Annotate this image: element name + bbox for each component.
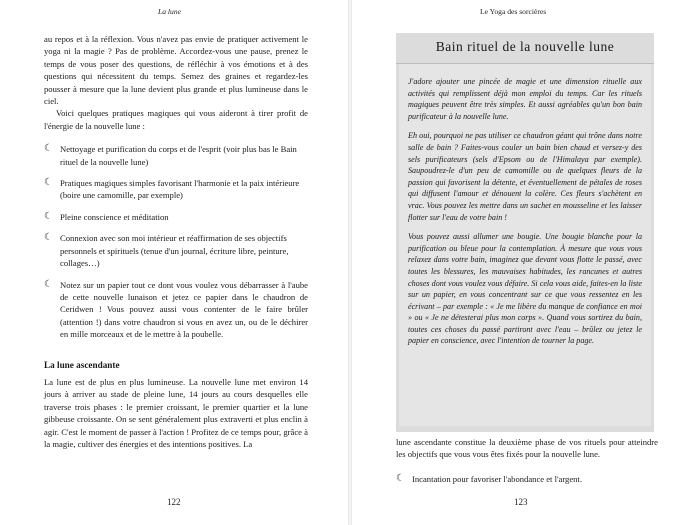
list-item: ☾ Notez sur un papier tout ce dont vous voulez vous débarrasser à l'aube de cette nouvelle lunaison et jetez ce papier dans le chaudron de Ceridwen ! Vous pouvez aussi vous contenter de le faire brûler (attention !) dans votre chaudron si vous en avez un, ou de le déchirer en mille morceaux et de le mettre à la poubelle. bbox=[44, 278, 308, 340]
list-item: ☾ Nettoyage et purification du corps et de l'esprit (voir plus bas le Bain rituel de la nouvelle lune) bbox=[44, 143, 297, 167]
left-paragraph-2: Voici quelques pratiques magiques qui vous aideront à tirer profit de l'énergie de la nouvelle lune : bbox=[44, 108, 308, 131]
left-page bbox=[0, 0, 348, 525]
running-head-right: Le Yoga des sorcières bbox=[480, 7, 547, 16]
crescent-moon-icon: ☾ bbox=[44, 232, 53, 244]
box-content bbox=[399, 64, 651, 426]
left-paragraph-3: La lune est de plus en plus lumineuse. La nouvelle lune met environ 14 jours à arriver au stade de pleine lune, 14 jours au cours desquelles elle traverse trois phases : le premier croissant, le premier quartier et la lune gibbeuse croissante. On se sent généralement plus extraverti et plus enclin à agir. C'est le moment de passer à l'action ! Profitez de ce temps pour, grâce à la magie, cultiver des énergies et des intentions positives. La bbox=[44, 376, 308, 449]
right-body bbox=[396, 436, 658, 485]
practice-list bbox=[44, 143, 308, 340]
crescent-moon-icon: ☾ bbox=[396, 472, 405, 484]
ritual-sidebar-box bbox=[396, 33, 654, 432]
page-number-right: 123 bbox=[514, 497, 528, 507]
list-item: ☾ Pleine conscience et méditation bbox=[44, 210, 169, 222]
right-page bbox=[352, 0, 700, 525]
list-item: ☾ Pratiques magiques simples favorisant l'harmonie et la paix intérieure (boire une camomille, par exemple) bbox=[44, 177, 300, 201]
incantation-list bbox=[396, 473, 658, 485]
crescent-moon-icon: ☾ bbox=[44, 177, 53, 189]
box-paragraph: J'adore ajouter une pincée de magie et une dimension rituelle aux activités qui remplissent déjà mon emploi du temps. Car les rituels magiques peuvent être très simples. Et aussi agréables qu'un bon bain purificateur à la nouvelle lune. bbox=[408, 77, 642, 121]
section-heading: La lune ascendante bbox=[44, 359, 120, 370]
crescent-moon-icon: ☾ bbox=[44, 143, 53, 155]
list-item: ☾ Incantation pour favoriser l'abondance et l'argent. bbox=[396, 472, 582, 484]
left-paragraph-1: au repos et à la réflexion. Vous n'avez pas envie de pratiquer activement le yoga ni la magie ? Pas de problème. Accordez-vous une pause, prenez le temps de vous poser des questions, de réfléchir à vos émotions et à des questions qui nécessitent du temps. Semez des graines et regardez-les pousser à mesure que la lune devient plus grande et plus lumineuse dans le ciel. bbox=[44, 34, 308, 107]
crescent-moon-icon: ☾ bbox=[44, 210, 53, 222]
running-head-left: La lune bbox=[158, 7, 181, 16]
left-body bbox=[44, 33, 308, 450]
box-paragraph: Vous pouvez aussi allumer une bougie. Une bougie blanche pour la purification ou bleue pour la contemplation. À mesure que vous vous relaxez dans votre bain, imaginez que devant vous flotte le passé, avec toutes les blessures, les mauvaises habitudes, les rancunes et autres choses dont vous voulez vous défaire. Si cela vous aide, faites-en la liste sur un papier, en vous concentrant sur ce que vous ressentez en les écrivant – par exemple : « Je me libère du manque de confiance en moi » ou « Je ne détesterai plus mon corps ». Quand vous sortirez du bain, toutes ces choses du passé partiront avec l'eau – brûlez ou jetez le papier en conscience, avec l'intention de tourner la page. bbox=[408, 232, 642, 346]
box-paragraph: Eh oui, pourquoi ne pas utiliser ce chaudron géant qui trône dans notre salle de bain ? Faites-vous couler un bain bien chaud et versez-y des sels purificateurs (sels d'Epsom ou de l'Himalaya par exemple). Saupoudrez-le d'un peu de camomille ou de quelques fleurs de la passion qui favorisent la détente, et éventuellement de pétales de roses qui diffusent l'amour et dénouent la colère. Ces fleurs s'achètent en vrac. Vous pouvez les mettre dans un sachet en mousseline et les laisser flotter sur l'eau de votre bain ! bbox=[408, 131, 642, 222]
crescent-moon-icon: ☾ bbox=[44, 278, 53, 290]
right-paragraph: lune ascendante constitue la deuxième phase de vos rituels pour atteindre les objectifs que vous vous êtes fixés pour la nouvelle lune. bbox=[396, 437, 658, 460]
page-number-left: 122 bbox=[167, 497, 181, 507]
box-title: Bain rituel de la nouvelle lune bbox=[396, 33, 654, 64]
list-item: ☾ Connexion avec son moi intérieur et réaffirmation de ses objectifs personnels et spirituels (tenue d'un journal, écriture libre, peinture, collages…) bbox=[44, 232, 289, 269]
